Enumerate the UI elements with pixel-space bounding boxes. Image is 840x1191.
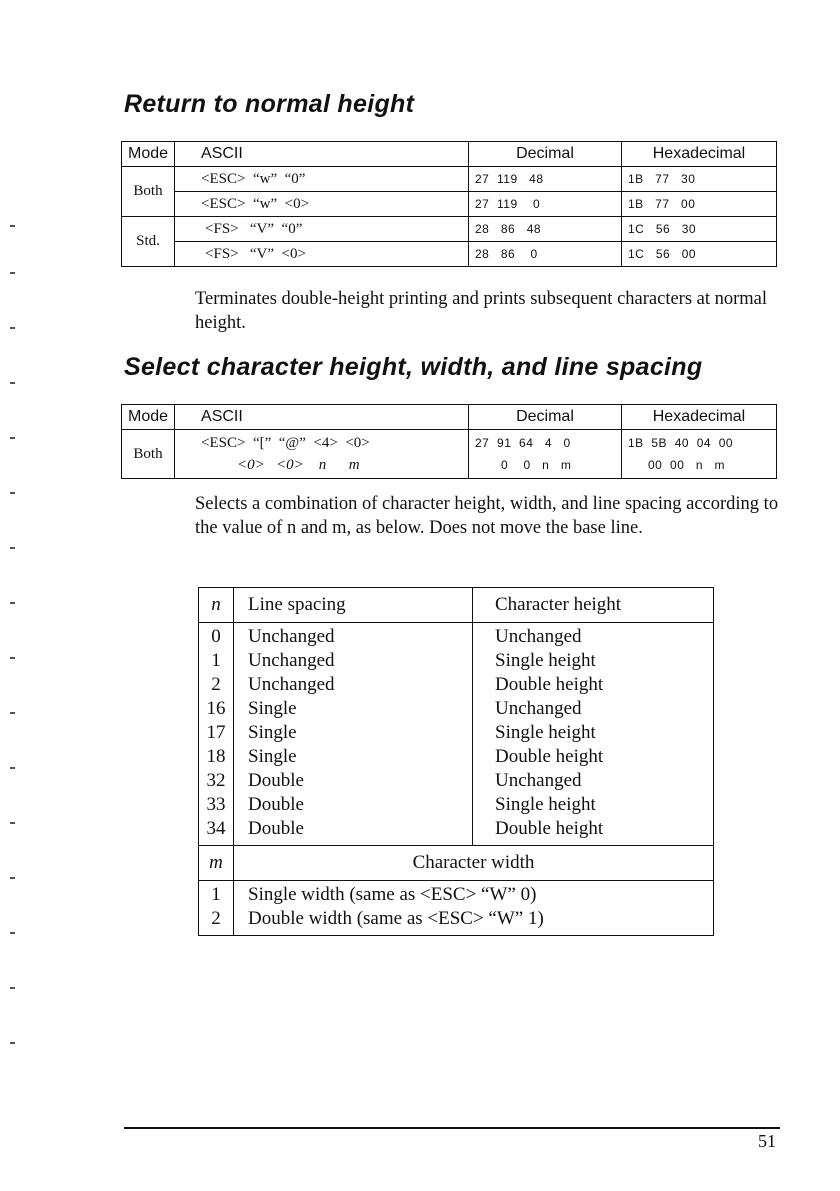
n-value: 34 [206,818,226,839]
description-normal-height: Terminates double-height printing and prints subsequent characters at normal height. [195,289,768,333]
hex-line: 00 00 n m [648,458,726,472]
mode-cell: Both [122,167,175,217]
decimal-cell: 28 86 48 [469,217,622,242]
table-row [122,430,777,479]
scan-mark [10,712,15,714]
n-value: 18 [206,746,226,767]
scan-mark [10,382,15,384]
scan-mark [10,877,15,879]
footer-rule [124,1127,780,1129]
decimal-cell: 27 119 48 [469,167,622,192]
scan-mark [10,1042,15,1044]
n-value: 33 [206,794,226,815]
n-values-column [199,623,234,846]
header-char-width: Character width [234,846,714,881]
command-table-select-height [121,404,777,479]
scan-mark [10,822,15,824]
char-width-value: Double width (same as <ESC> “W” 1) [248,908,544,929]
scan-mark [10,547,15,549]
n-value: 32 [206,770,226,791]
header-m: m [209,852,223,873]
command-table-normal-height [121,141,777,267]
n-value: 1 [211,650,221,671]
hex-cell: 1B 77 00 [622,192,777,217]
header-ascii: ASCII [175,405,469,430]
char-height-value: Single height [495,650,596,671]
char-height-value: Unchanged [495,626,582,647]
n-value: 2 [211,674,221,695]
char-height-value: Unchanged [495,770,582,791]
decimal-cell: 28 86 0 [469,242,622,267]
ascii-line: <ESC> “[” “@” <4> <0> [201,435,370,451]
char-height-value: Single height [495,722,596,743]
char-height-column [473,623,714,846]
ascii-cell: <FS> “V” <0> [175,242,469,267]
scan-mark [10,932,15,934]
line-spacing-value: Double [248,794,304,815]
scan-mark [10,767,15,769]
decimal-line: 27 91 64 4 0 [475,436,571,450]
n-value: 17 [206,722,226,743]
table-row [122,192,777,217]
header-mode: Mode [122,142,175,167]
char-height-value: Double height [495,746,604,767]
char-height-value: Double height [495,674,604,695]
header-line-spacing: Line spacing [234,588,473,623]
line-spacing-value: Unchanged [248,626,335,647]
line-spacing-value: Double [248,818,304,839]
scan-mark [10,327,15,329]
line-spacing-value: Single [248,698,297,719]
decimal-cell: 27 119 0 [469,192,622,217]
header-hex: Hexadecimal [622,142,777,167]
n-m-table [198,587,714,936]
n-value: 0 [211,626,221,647]
scan-mark [10,657,15,659]
line-spacing-value: Double [248,770,304,791]
header-mode: Mode [122,405,175,430]
ascii-cell: <ESC> “w” <0> [175,192,469,217]
line-spacing-value: Single [248,722,297,743]
section-title-select-height: Select character height, width, and line spacing [124,353,703,381]
scan-mark [10,272,15,274]
table-row [122,242,777,267]
line-spacing-column [234,623,473,846]
header-hex: Hexadecimal [622,405,777,430]
n-value: 16 [206,698,226,719]
m-values-column [199,881,234,936]
char-height-value: Double height [495,818,604,839]
header-decimal: Decimal [469,142,622,167]
scan-mark [10,437,15,439]
header-ascii: ASCII [175,142,469,167]
char-width-value: Single width (same as <ESC> “W” 0) [248,884,537,905]
hex-cell: 1B 77 30 [622,167,777,192]
table-row [122,167,777,192]
m-value: 1 [211,884,221,905]
section-title-normal-height: Return to normal height [124,90,415,118]
line-spacing-value: Single [248,746,297,767]
hex-cell: 1C 56 30 [622,217,777,242]
ascii-cell: <ESC> “w” “0” [175,167,469,192]
scan-mark [10,225,15,227]
decimal-line: 0 0 n m [501,458,572,472]
m-value: 2 [211,908,221,929]
char-height-value: Single height [495,794,596,815]
ascii-line: <0> <0> n m [237,457,360,473]
char-height-value: Unchanged [495,698,582,719]
table-row [122,217,777,242]
header-decimal: Decimal [469,405,622,430]
header-n: n [211,594,221,615]
mode-cell: Both [122,430,175,479]
description-select-height: Selects a combination of character height, width, and line spacing according to the value of n and m, as below. Does not move the base line. [195,494,779,538]
line-spacing-value: Unchanged [248,650,335,671]
hex-cell: 1C 56 00 [622,242,777,267]
scan-mark [10,492,15,494]
scan-mark [10,987,15,989]
char-width-column [234,881,714,936]
header-char-height: Character height [473,588,714,623]
page-number: 51 [758,1131,776,1151]
scan-mark [10,602,15,604]
mode-cell: Std. [122,217,175,267]
line-spacing-value: Unchanged [248,674,335,695]
ascii-cell: <FS> “V” “0” [175,217,469,242]
hex-line: 1B 5B 40 04 00 [628,436,734,450]
